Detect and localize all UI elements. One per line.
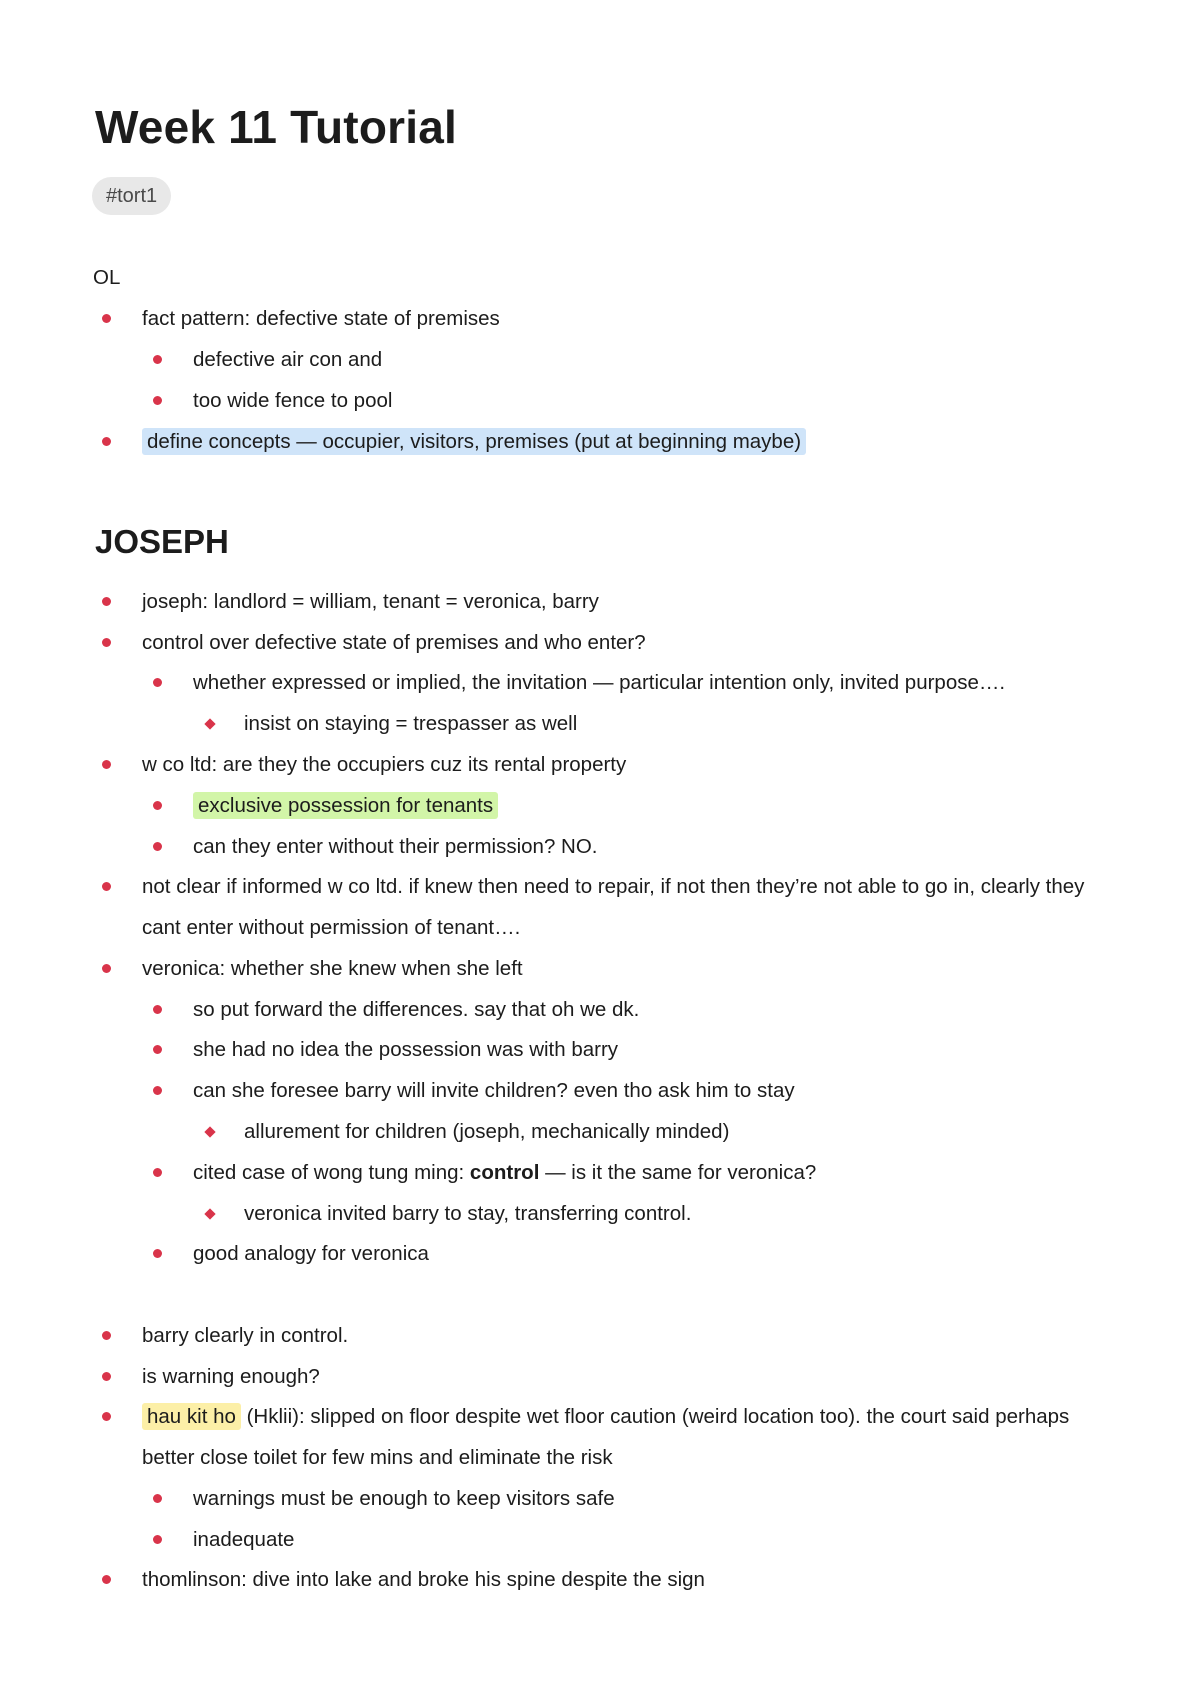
bullet-icon [153,1005,162,1014]
bullet-icon [153,1086,162,1095]
list-item [142,427,806,457]
list-item: insist on staying = trespasser as well [244,712,578,735]
list-item [142,1396,1122,1478]
list-item: barry clearly in control. [142,1324,349,1347]
highlighted-text: exclusive possession for tenants [193,792,498,819]
bullet-icon [153,801,162,810]
bullet-icon [102,1331,111,1340]
list-item: good analogy for veronica [193,1242,429,1265]
bullet-icon [153,396,162,405]
page-title: Week 11 Tutorial [95,101,457,153]
list-item: joseph: landlord = william, tenant = veronica, barry [142,590,599,613]
tag-chip[interactable]: #tort1 [92,177,171,215]
list-item: inadequate [193,1528,295,1551]
bullet-icon [153,1249,162,1258]
list-item: control over defective state of premises and who enter? [142,631,646,654]
list-item-text: — is it the same for veronica? [539,1161,817,1184]
section-heading: JOSEPH [95,523,229,560]
list-item: fact pattern: defective state of premises [142,307,500,330]
diamond-bullet-icon [204,1126,215,1137]
bullet-icon [153,1494,162,1503]
bullet-icon [153,1168,162,1177]
list-item: warnings must be enough to keep visitors safe [193,1487,615,1510]
bullet-icon [102,638,111,647]
list-item: veronica invited barry to stay, transferring control. [244,1202,692,1225]
list-item: she had no idea the possession was with barry [193,1038,619,1061]
list-item: defective air con and [193,348,383,371]
list-item: whether expressed or implied, the invitation — particular intention only, invited purpose…. [193,671,1006,694]
list-item: allurement for children (joseph, mechanically minded) [244,1120,730,1143]
ol-label: OL [93,266,121,289]
bullet-icon [102,1372,111,1381]
list-item: thomlinson: dive into lake and broke his spine despite the sign [142,1568,705,1591]
list-item: w co ltd: are they the occupiers cuz its rental property [142,753,627,776]
bullet-icon [153,1045,162,1054]
bullet-icon [102,437,111,446]
highlighted-text: hau kit ho [142,1403,241,1430]
bullet-icon [153,355,162,364]
list-item-text: cited case of wong tung ming: [193,1161,470,1184]
list-item: can they enter without their permission? NO. [193,835,598,858]
bullet-icon [102,314,111,323]
bullet-icon [102,882,111,891]
bullet-icon [102,760,111,769]
bullet-icon [102,964,111,973]
list-item: veronica: whether she knew when she left [142,957,523,980]
bullet-icon [102,597,111,606]
list-item: so put forward the differences. say that oh we dk. [193,998,640,1021]
bullet-icon [153,678,162,687]
bold-text: control [469,1161,540,1184]
diamond-bullet-icon [204,718,215,729]
bullet-icon [102,1575,111,1584]
list-item: can she foresee barry will invite children? even tho ask him to stay [193,1079,795,1102]
bullet-icon [153,1535,162,1544]
bullet-icon [153,842,162,851]
highlighted-text: define concepts — occupier, visitors, premises (put at beginning maybe) [142,428,806,455]
list-item [193,1158,816,1188]
list-item: not clear if informed w co ltd. if knew then need to repair, if not then they’re not able to go in, clearly they cant enter without permission of tenant…. [142,875,1085,939]
bullet-icon [102,1412,111,1421]
list-item-text: (Hklii): slipped on floor despite wet floor caution (weird location too). the court said perhaps better close toilet for few mins and eliminate the risk [142,1405,1070,1469]
list-item: is warning enough? [142,1365,320,1388]
diamond-bullet-icon [204,1208,215,1219]
list-item: too wide fence to pool [193,389,393,412]
list-item [193,791,498,821]
